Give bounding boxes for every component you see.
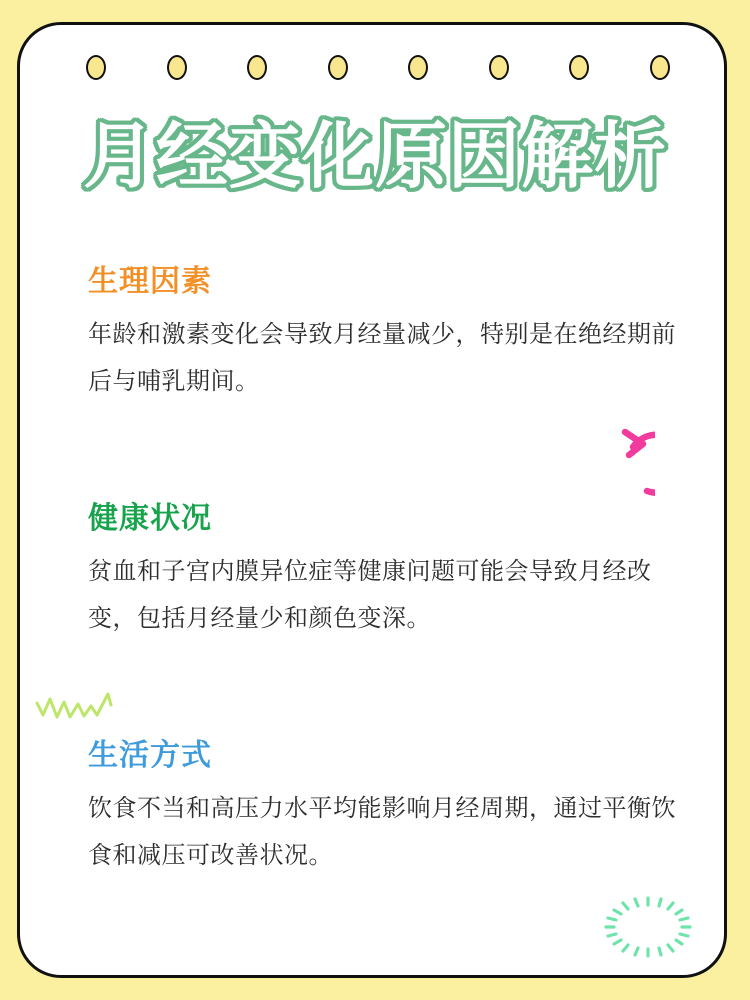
binder-hole-icon: [167, 55, 187, 80]
squiggle-line-icon: [34, 688, 114, 722]
binder-hole-icon: [408, 55, 428, 80]
binder-hole-icon: [247, 55, 267, 80]
binder-hole-icon: [489, 55, 509, 80]
dashed-oval-icon: [602, 892, 694, 962]
section-heading: 生活方式: [88, 739, 212, 772]
section-lifestyle: [88, 737, 676, 879]
section-physiological-factors: [88, 263, 676, 405]
body-line: 饮食不当和高压力水平均能影响月经周期，通过平衡饮: [88, 795, 676, 822]
section-heading: 健康状况: [88, 502, 212, 535]
binder-holes-row: [86, 54, 670, 80]
binder-hole-icon: [86, 55, 106, 80]
section-heading: 生理因素: [88, 265, 212, 298]
body-line: 食和减压可改善状况。: [88, 842, 333, 869]
binder-hole-icon: [328, 55, 348, 80]
section-body: [88, 548, 673, 642]
body-line: 变，包括月经量少和颜色变深。: [88, 605, 431, 632]
section-health-condition: [88, 500, 673, 642]
section-body: [88, 311, 676, 405]
body-line: 贫血和子宫内膜异位症等健康问题可能会导致月经改: [88, 558, 652, 585]
binder-hole-icon: [569, 55, 589, 80]
binder-hole-icon: [650, 55, 670, 80]
body-line: 后与哺乳期间。: [88, 368, 260, 395]
body-line: 年龄和激素变化会导致月经量减少，特别是在绝经期前: [88, 321, 676, 348]
section-body: [88, 785, 676, 879]
page-title: 月经变化原因解析: [82, 117, 667, 197]
curved-arrow-icon: [585, 425, 655, 515]
